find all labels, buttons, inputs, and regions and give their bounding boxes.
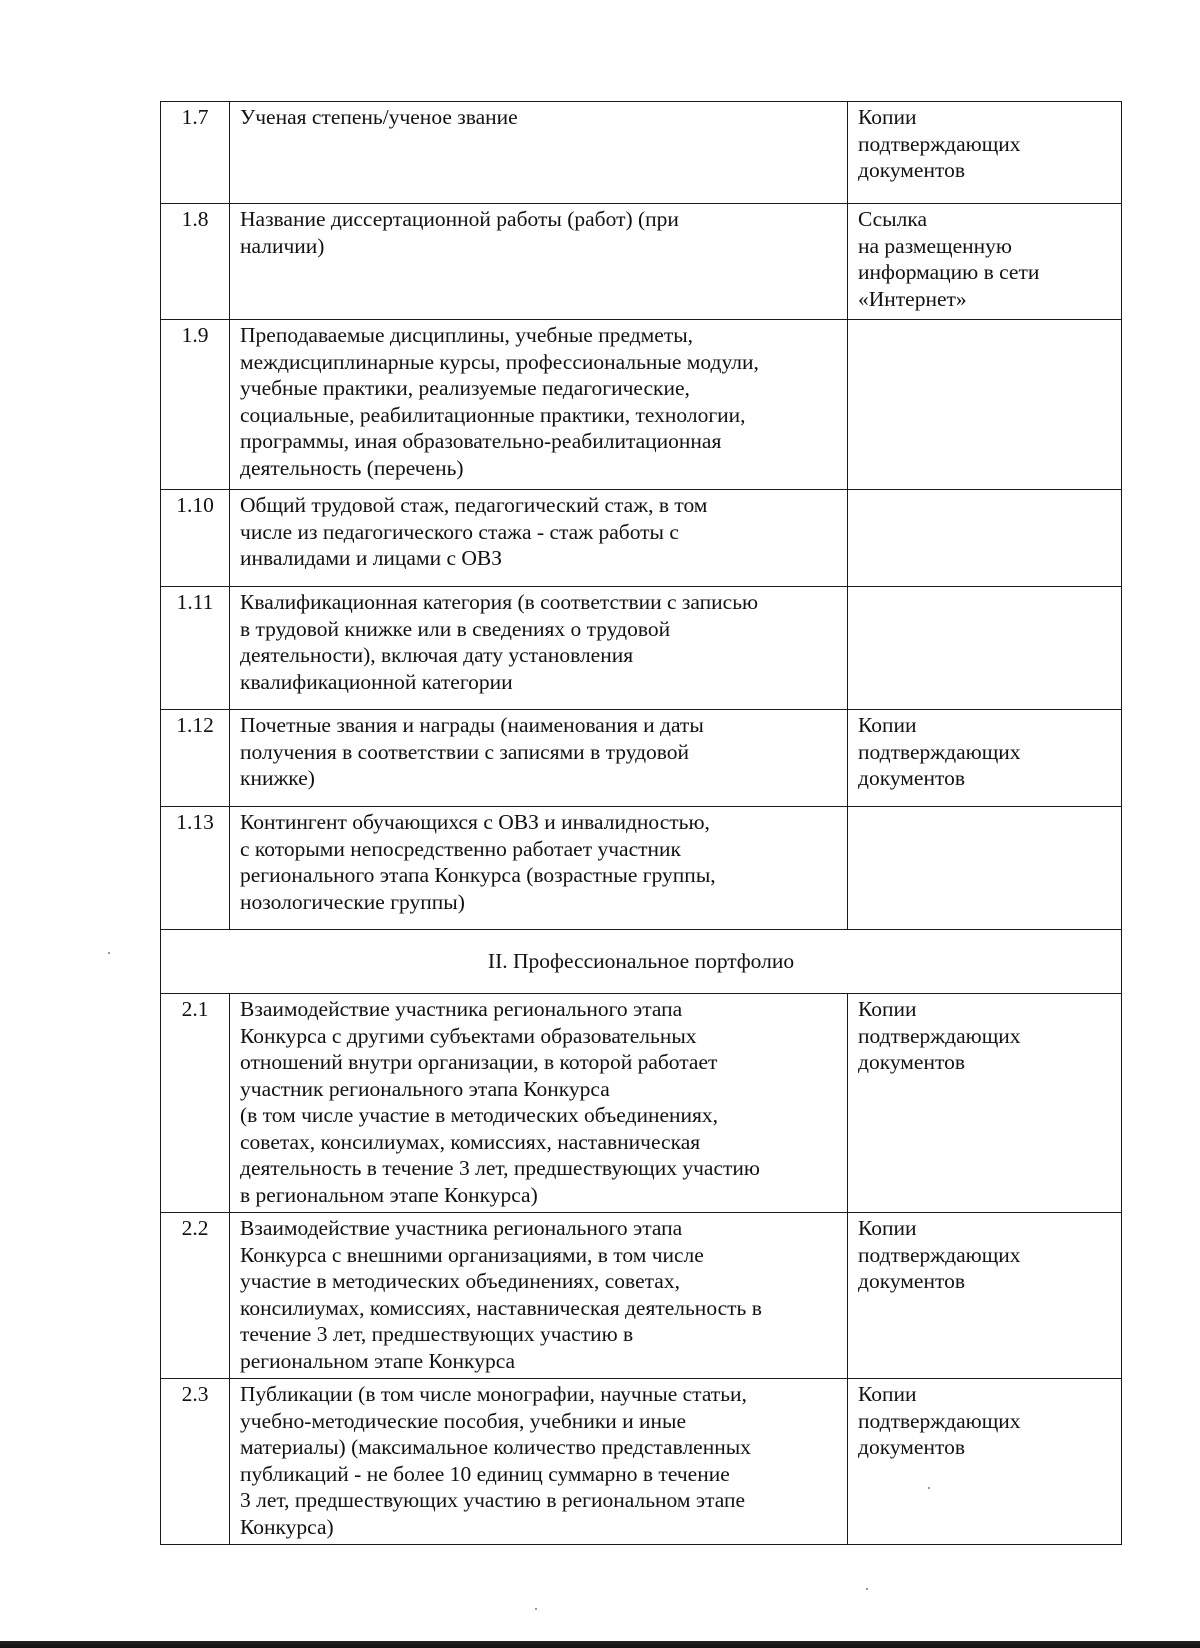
description-line: 3 лет, предшествующих участию в региональном этапе bbox=[240, 1488, 746, 1512]
note-line: документов bbox=[858, 1435, 965, 1459]
row-document-note bbox=[848, 994, 1122, 1213]
description-line: Контингент обучающихся с ОВЗ и инвалидностью, bbox=[240, 810, 710, 834]
row-document-note bbox=[848, 1379, 1122, 1545]
note-line: подтверждающих bbox=[858, 1023, 1021, 1048]
scan-speck bbox=[108, 952, 110, 954]
row-number: 2.1 bbox=[161, 994, 230, 1213]
description-line: Конкурса с внешними организациями, в том числе bbox=[240, 1242, 704, 1267]
description-line: Общий трудовой стаж, педагогический стаж, в том bbox=[240, 493, 708, 517]
description-line: числе из педагогического стажа - стаж работы с bbox=[240, 519, 679, 544]
table-row bbox=[161, 204, 1122, 320]
description-line: консилиумах, комиссиях, наставническая деятельность в bbox=[240, 1295, 762, 1320]
section-heading: II. Профессиональное портфолио bbox=[161, 930, 1122, 994]
row-description bbox=[230, 320, 848, 490]
description-line: (в том числе участие в методических объединениях, bbox=[240, 1103, 719, 1127]
description-line: Взаимодействие участника регионального этапа bbox=[240, 1216, 683, 1240]
row-number: 1.11 bbox=[161, 587, 230, 710]
row-description bbox=[230, 490, 848, 587]
table-row bbox=[161, 587, 1122, 710]
row-document-note bbox=[848, 1213, 1122, 1379]
description-line: нозологические группы) bbox=[240, 889, 465, 914]
description-line: региональном этапе Конкурса bbox=[240, 1348, 516, 1373]
table-body bbox=[161, 102, 1122, 1545]
row-description bbox=[230, 204, 848, 320]
description-line: публикаций - не более 10 единиц суммарно в течение bbox=[240, 1461, 730, 1486]
table-row bbox=[161, 1213, 1122, 1379]
row-number: 1.8 bbox=[161, 204, 230, 320]
table-row bbox=[161, 102, 1122, 204]
description-line: деятельности), включая дату установления bbox=[240, 643, 634, 667]
row-document-note bbox=[848, 204, 1122, 320]
row-description bbox=[230, 1379, 848, 1545]
description-line: материалы) (максимальное количество представленных bbox=[240, 1435, 751, 1459]
description-line: Преподаваемые дисциплины, учебные предметы, bbox=[240, 323, 694, 347]
note-line: Копии bbox=[858, 105, 917, 129]
row-number: 2.2 bbox=[161, 1213, 230, 1379]
portfolio-table bbox=[160, 101, 1122, 1545]
note-line: на размещенную bbox=[858, 233, 1012, 258]
row-number: 1.13 bbox=[161, 807, 230, 930]
description-line: с которыми непосредственно работает участник bbox=[240, 836, 681, 861]
description-line: инвалидами и лицами с ОВЗ bbox=[240, 546, 503, 570]
description-line: Публикации (в том числе монографии, научные статьи, bbox=[240, 1382, 747, 1406]
description-line: Конкурса с другими субъектами образовательных bbox=[240, 1023, 697, 1048]
note-line: Копии bbox=[858, 713, 917, 737]
description-line: участник регионального этапа Конкурса bbox=[240, 1076, 610, 1101]
row-number: 1.10 bbox=[161, 490, 230, 587]
table-row bbox=[161, 710, 1122, 807]
row-document-note bbox=[848, 490, 1122, 587]
description-line: квалификационной категории bbox=[240, 669, 513, 694]
row-description bbox=[230, 710, 848, 807]
description-line: получения в соответствии с записями в трудовой bbox=[240, 739, 690, 764]
note-line: информацию в сети bbox=[858, 260, 1040, 284]
note-line: Ссылка bbox=[858, 207, 927, 231]
description-line: Конкурса) bbox=[240, 1514, 334, 1539]
note-line: подтверждающих bbox=[858, 1242, 1021, 1267]
note-line: документов bbox=[858, 766, 965, 790]
row-document-note bbox=[848, 710, 1122, 807]
row-description bbox=[230, 807, 848, 930]
note-line: подтверждающих bbox=[858, 1408, 1021, 1433]
description-line: течение 3 лет, предшествующих участию в bbox=[240, 1322, 634, 1346]
description-line: деятельность в течение 3 лет, предшествующих участию bbox=[240, 1156, 760, 1180]
note-line: Копии bbox=[858, 1382, 917, 1406]
scan-speck bbox=[928, 1487, 930, 1489]
table-row bbox=[161, 994, 1122, 1213]
table-row bbox=[161, 490, 1122, 587]
description-line: наличии) bbox=[240, 233, 325, 258]
description-line: Название диссертационной работы (работ) (при bbox=[240, 207, 679, 231]
note-line: «Интернет» bbox=[858, 286, 967, 311]
description-line: регионального этапа Конкурса (возрастные группы, bbox=[240, 863, 716, 887]
description-line: программы, иная образовательно-реабилитационная bbox=[240, 429, 722, 453]
table-row bbox=[161, 1379, 1122, 1545]
description-line: книжке) bbox=[240, 766, 315, 790]
description-line: учебно-методические пособия, учебники и иные bbox=[240, 1408, 687, 1433]
row-description bbox=[230, 587, 848, 710]
note-line: Копии bbox=[858, 997, 917, 1021]
section-row bbox=[161, 930, 1122, 994]
note-line: подтверждающих bbox=[858, 131, 1021, 156]
description-line: участие в методических объединениях, советах, bbox=[240, 1269, 680, 1293]
row-description bbox=[230, 102, 848, 204]
description-line: отношений внутри организации, в которой работает bbox=[240, 1050, 718, 1074]
scan-edge bbox=[0, 1638, 1200, 1648]
description-line: в трудовой книжке или в сведениях о трудовой bbox=[240, 616, 671, 641]
description-line: Почетные звания и награды (наименования и даты bbox=[240, 713, 704, 737]
row-number: 1.7 bbox=[161, 102, 230, 204]
table-row bbox=[161, 807, 1122, 930]
description-line: Взаимодействие участника регионального этапа bbox=[240, 997, 683, 1021]
description-line: Квалификационная категория (в соответствии с записью bbox=[240, 590, 759, 614]
description-line: советах, консилиумах, комиссиях, наставническая bbox=[240, 1129, 701, 1154]
description-line: Ученая степень/ученое звание bbox=[240, 105, 518, 129]
description-line: социальные, реабилитационные практики, технологии, bbox=[240, 402, 746, 427]
scan-speck bbox=[535, 1608, 537, 1610]
row-number: 1.12 bbox=[161, 710, 230, 807]
note-line: документов bbox=[858, 1269, 965, 1293]
row-number: 1.9 bbox=[161, 320, 230, 490]
description-line: в региональном этапе Конкурса) bbox=[240, 1182, 538, 1207]
row-document-note bbox=[848, 102, 1122, 204]
note-line: документов bbox=[858, 158, 965, 182]
note-line: Копии bbox=[858, 1216, 917, 1240]
row-description bbox=[230, 1213, 848, 1379]
row-document-note bbox=[848, 807, 1122, 930]
description-line: деятельность (перечень) bbox=[240, 455, 464, 480]
row-description bbox=[230, 994, 848, 1213]
row-document-note bbox=[848, 587, 1122, 710]
table-row bbox=[161, 320, 1122, 490]
note-line: документов bbox=[858, 1050, 965, 1074]
row-number: 2.3 bbox=[161, 1379, 230, 1545]
row-document-note bbox=[848, 320, 1122, 490]
description-line: учебные практики, реализуемые педагогические, bbox=[240, 376, 690, 400]
description-line: междисциплинарные курсы, профессиональные модули, bbox=[240, 349, 759, 374]
scan-speck bbox=[866, 1588, 868, 1590]
note-line: подтверждающих bbox=[858, 739, 1021, 764]
